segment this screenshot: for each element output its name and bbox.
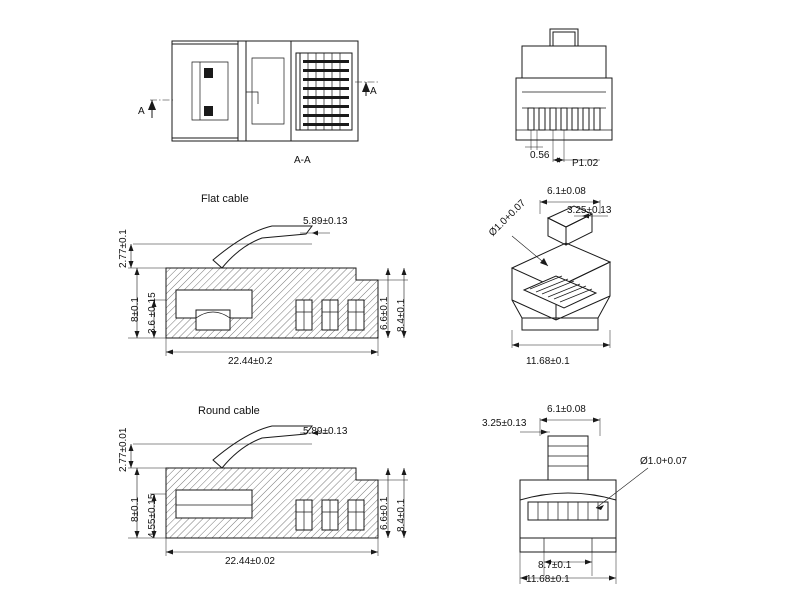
dim-5-89-flat: 5.89±0.13 [303, 216, 348, 227]
dim-8-round: 8±0.1 [130, 497, 141, 522]
dim-p1-02: P1.02 [572, 158, 599, 169]
dim-3-6: 3.6 ±0.15 [147, 292, 158, 334]
dim-6-6-round: 6.6±0.1 [379, 496, 390, 530]
front-view-geometry [148, 41, 378, 141]
dim-22-44-flat: 22.44±0.2 [228, 356, 273, 367]
dim-5-89-round: 5.89±0.13 [303, 426, 348, 437]
dim-3-25-bot: 3.25±0.13 [482, 418, 527, 429]
dim-8-flat: 8±0.1 [130, 297, 141, 322]
round-cable-section-geometry [128, 426, 408, 556]
dim-8-7: 8.7±0.1 [538, 560, 572, 571]
dim-11-68-top: 11.68±0.1 [526, 356, 570, 367]
contact-end-view-geometry [516, 29, 612, 163]
dim-22-44-round: 22.44±0.02 [225, 556, 275, 567]
dim-3-25-top: 3.25±0.13 [567, 205, 612, 216]
dim-dia-1-0-bot: Ø1.0+0.07 [640, 456, 687, 467]
round-cable-title: Round cable [198, 405, 260, 417]
section-mark-right: A [370, 86, 377, 97]
section-mark-left: A [138, 106, 145, 117]
dim-4-55: 4.55±0.15 [147, 493, 158, 538]
flat-cable-section-geometry [128, 226, 408, 356]
dim-6-1-top: 6.1±0.08 [547, 186, 586, 197]
dim-8-4-round: 8.4±0.1 [396, 498, 407, 532]
dim-0-56: 0.56 [530, 150, 550, 161]
dim-2-77-round: 2.77±0.01 [118, 427, 129, 472]
dim-6-1-bot: 6.1±0.08 [547, 404, 586, 415]
section-name: A-A [294, 155, 311, 166]
dim-6-6-flat: 6.6±0.1 [379, 296, 390, 330]
dim-2-77-flat: 2.77±0.1 [118, 229, 129, 268]
dim-11-68-bot: 11.68±0.1 [526, 574, 570, 585]
dim-dia-1-0-top: Ø1.0+0.07 [487, 197, 529, 239]
flat-cable-title: Flat cable [201, 193, 249, 205]
dim-8-4-flat: 8.4±0.1 [396, 298, 407, 332]
flat-cable-end-view-geometry [512, 200, 610, 349]
